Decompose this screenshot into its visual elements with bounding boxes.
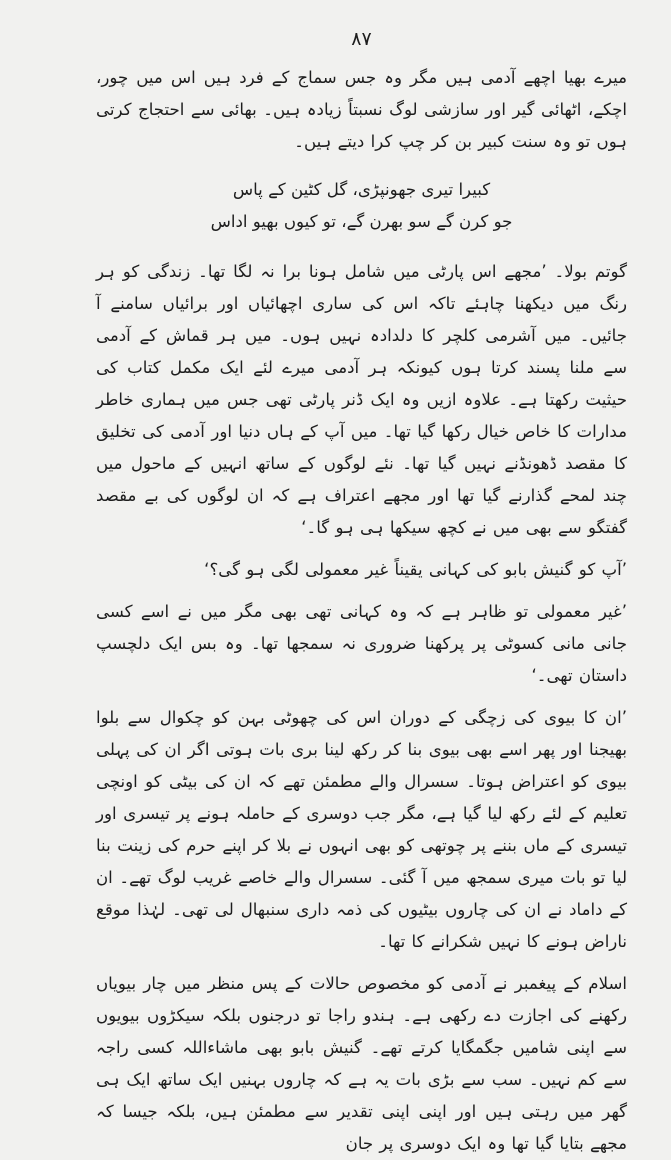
paragraph-5: ’ان کا بیوی کی زچگی کے دوران اس کی چھوٹی بہن کو چکوال سے بلوا بھیجنا اور پھر اسے بھی بیوی بنا کر رکھ لینا بری بات ہوتی اگر ان کی پہلی بیوی کو اعتراض ہوتا۔ سسرال والے مطمئن تھے کہ ان کی بیٹی کو اونچی تعلیم کے لئے رکھ لیا گیا ہے، مگر جب دوسری کے حاملہ ہونے پر تیسری اور تیسری کے ماں بننے پر چوتھی کو بھی انہوں نے بلا کر اپنے حرم کی زینت بنا لیا تو بات میری سمجھ میں آ گئی۔ سسرال والے خاصے غریب لوگ تھے۔ ان کے داماد نے ان کی چاروں بیٹیوں کی ذمہ داری سنبھال لی تھی۔ لہٰذا موقع ناراض ہونے کا نہیں شکرانے کا تھا۔ bbox=[96, 708, 627, 951]
poem-line-2: جو کرن گے سو بھرن گے، تو کیوں بھیو اداس bbox=[210, 212, 513, 231]
paragraph-2: گوتم بولا۔ ’مجھے اس پارٹی میں شامل ہونا برا نہ لگا تھا۔ زندگی کو ہر رنگ میں دیکھنا چاہئے تاکہ اس کی ساری اچھائیاں اور برائیاں سامنے آ جائیں۔ میں آشرمی کلچر کا دلدادہ نہیں ہوں۔ میں ہر قماش کے آدمی سے ملنا پسند کرتا ہوں کیونکہ ہر آدمی میرے لئے ایک مکمل کتاب کی حیثیت رکھتا ہے۔ علاوہ ازیں وہ ایک ڈنر پارٹی تھی جس میں ہماری خاطر مدارات کا خاص خیال رکھا گیا تھا۔ میں آپ کے ہاں دنیا اور آدمی کی تخلیق کا مقصد ڈھونڈنے نہیں گیا تھا۔ نئے لوگوں کے ساتھ انہیں کے ماحول میں چند لمحے گذارنے گیا تھا اور مجھے اعتراف ہے کہ ان لوگوں کی بے مقصد گفتگو سے بھی میں نے کچھ سیکھا ہی ہو گا۔‘ bbox=[96, 262, 627, 537]
paragraph-6: اسلام کے پیغمبر نے آدمی کو مخصوص حالات کے پس منظر میں چار بیویاں رکھنے کی اجازت دے رکھی ہے۔ ہندو راجا تو درجنوں بلکہ سیکڑوں بیویوں سے اپنی شامیں جگمگایا کرتے تھے۔ گنیش بابو بھی ماشاءاللہ کسی راجہ سے کم نہیں۔ سب سے بڑی بات یہ ہے کہ چاروں بہنیں ایک ساتھ ایک ہی گھر میں رہتی ہیں اور اپنی اپنی تقدیر سے مطمئن ہیں، بلکہ جیسا کہ مجھے بتایا گیا تھا وہ ایک دوسری پر جان bbox=[96, 974, 627, 1153]
paragraph-1: میرے بھیا اچھے آدمی ہیں مگر وہ جس سماج کے فرد ہیں اس میں چور، اچکے، اٹھائی گیر اور سازشی لوگ نسبتاً زیادہ ہیں۔ بھائی سے احتجاج کرتی ہوں تو وہ سنت کبیر بن کر چپ کرا دیتے ہیں۔ bbox=[96, 68, 627, 151]
poem-couplet bbox=[96, 174, 627, 238]
paragraph-4: ’غیر معمولی تو ظاہر ہے کہ وہ کہانی تھی بھی مگر میں نے اسے کسی جانی مانی کسوٹی پر پرکھنا ضروری نہ سمجھا تھا۔ وہ بس ایک دلچسپ داستان تھی۔‘ bbox=[96, 602, 627, 685]
page-number: ۸۷ bbox=[351, 28, 372, 50]
poem-line-1: کبیرا تیری جھونپڑی، گل کٹین کے پاس bbox=[232, 180, 491, 199]
paragraph-3: ’آپ کو گنیش بابو کی کہانی یقیناً غیر معمولی لگی ہو گی؟‘ bbox=[204, 560, 627, 579]
